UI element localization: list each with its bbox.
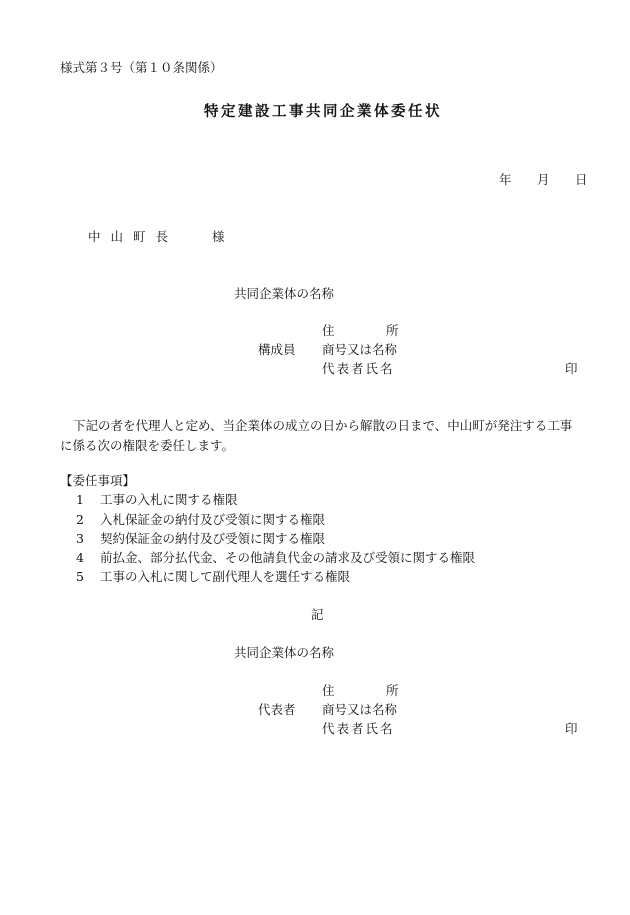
list-item: 入札保証金の納付及び受領に関する権限 (100, 512, 326, 527)
document-title: 特定建設工事共同企業体委任状 (204, 103, 442, 120)
date-day: 日 (575, 172, 588, 187)
list-item-number: 5 (76, 569, 84, 584)
jv-name-label: 共同企業体の名称 (234, 645, 335, 660)
list-item-number: 3 (76, 531, 84, 546)
representative-name-label: 代表者氏名 (322, 361, 395, 376)
list-item-number: 4 (76, 550, 84, 565)
seal-mark: 印 (565, 721, 578, 736)
date-month: 月 (537, 172, 550, 187)
address-label-first: 住 (322, 323, 335, 338)
list-item: 前払金、部分払代金、その他請負代金の請求及び受領に関する権限 (100, 550, 476, 565)
company-name-label: 商号又は名称 (322, 342, 398, 357)
list-item-number: 1 (76, 492, 84, 507)
list-item-number: 2 (76, 512, 84, 527)
ki-heading: 記 (311, 607, 324, 622)
address-label-second: 所 (386, 323, 399, 338)
date-year: 年 (499, 172, 512, 187)
list-item: 工事の入札に関する権限 (100, 492, 238, 507)
addressee-name: 中山町長 (88, 229, 179, 244)
items-header: 【委任事項】 (60, 473, 136, 488)
representative-name-label: 代表者氏名 (322, 721, 395, 736)
seal-mark: 印 (565, 361, 578, 376)
representative-group-label: 代表者 (258, 702, 296, 717)
company-name-label: 商号又は名称 (322, 702, 398, 717)
list-item: 工事の入札に関して副代理人を選任する権限 (100, 569, 351, 584)
jv-name-label: 共同企業体の名称 (234, 286, 335, 301)
address-label-first: 住 (322, 683, 335, 698)
addressee-honorific: 様 (212, 229, 225, 244)
list-item: 契約保証金の納付及び受領に関する権限 (100, 531, 326, 546)
address-label-second: 所 (386, 683, 399, 698)
member-group-label: 構成員 (258, 342, 296, 357)
delegation-statement: 下記の者を代理人と定め、当企業体の成立の日から解散の日まで、中山町が発注する工事に係る次の権限を委任します。 (60, 418, 573, 453)
form-number: 様式第３号（第１０条関係） (60, 60, 223, 75)
